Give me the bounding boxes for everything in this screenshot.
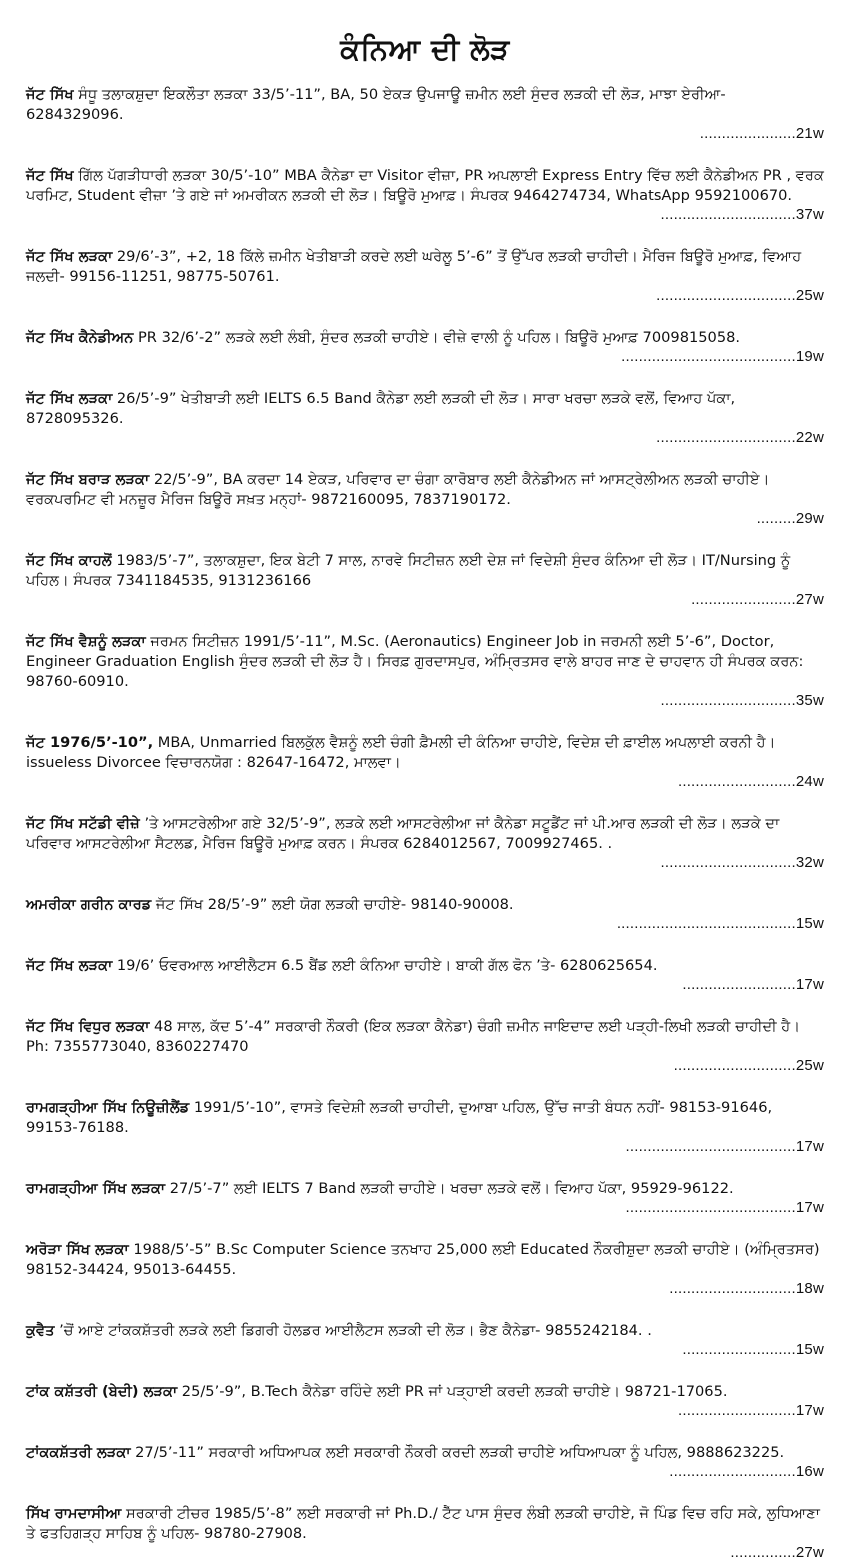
ad-text-block [26,1017,824,1057]
ad-reference-code: ......................21w [699,125,824,142]
ad-text-block [26,389,824,429]
ad-description: ਸੰਧੂ ਤਲਾਕਸ਼ੁਦਾ ਇਕਲੌਤਾ ਲੜਕਾ 33/5’-11”, BA, 50 ਏਕੜ ਉਪਜਾਊ ਜ਼ਮੀਨ ਲਈ ਸੁੰਦਰ ਲੜਕੀ ਦੀ ਲੋੜ, ਮਾਝਾ ਏਰੀਆ- 6284329096. [26,86,726,123]
ad-reference-code: ............................25w [673,1057,824,1074]
ad-listing [26,85,824,143]
ad-heading: ਜੱਟ ਸਿੱਖ ਵਿਧੁਰ ਲੜਕਾ [26,1018,150,1035]
ad-text-block [26,1098,824,1138]
ad-text-block [26,551,824,591]
ad-heading: ਜੱਟ 1976/5’-10”, [26,734,154,751]
ad-listing [26,1504,824,1562]
ad-reference-code: .........29w [756,510,824,527]
ad-description: 1991/5’-10”, ਵਾਸਤੇ ਵਿਦੇਸ਼ੀ ਲੜਕੀ ਚਾਹੀਦੀ, ਦੁਆਬਾ ਪਹਿਲ, ਉੱਚ ਜਾਤੀ ਬੰਧਨ ਨਹੀਂ- 98153-91646, 99153-76188. [26,1099,773,1136]
ad-heading: ਜੱਟ ਸਿੱਖ ਬਰਾੜ ਲੜਕਾ [26,471,150,488]
ad-reference-code: .............................16w [669,1463,824,1480]
ad-listing [26,389,824,447]
ad-listing [26,247,824,305]
ad-heading: ਜੱਟ ਸਿੱਖ ਕੈਨੇਡੀਅਨ [26,329,134,346]
ad-reference-code: ...............................32w [660,854,824,871]
ad-heading: ਜੱਟ ਸਿੱਖ ਲੜਕਾ [26,248,113,265]
ad-description: PR 32/6’-2” ਲੜਕੇ ਲਈ ਲੰਬੀ, ਸੁੰਦਰ ਲੜਕੀ ਚਾਹੀਏ। ਵੀਜ਼ੇ ਵਾਲੀ ਨੂੰ ਪਹਿਲ। ਬਿਊਰੋ ਮੁਆਫ਼ 7009815058. [137,329,741,346]
ad-listing [26,470,824,528]
ad-listing [26,1179,824,1217]
ad-reference-code: ..........................15w [682,1341,824,1358]
ad-description: 29/6’-3”, +2, 18 ਕਿੱਲੇ ਜ਼ਮੀਨ ਖੇਤੀਬਾੜੀ ਕਰਦੇ ਲਈ ਘਰੇਲੂ 5’-6” ਤੋਂ ਉੱਪਰ ਲੜਕੀ ਚਾਹੀਦੀ। ਮੈਰਿਜ ਬਿਊਰੋ ਮੁਆਫ਼, ਵਿਆਹ ਜਲਦੀ- 99156-11251, 98775-50761. [26,248,802,285]
ad-listing [26,1098,824,1156]
ad-description: 19/6’ ਓਵਰਆਲ ਆਈਲੈਟਸ 6.5 ਬੈਂਡ ਲਈ ਕੰਨਿਆ ਚਾਹੀਏ। ਬਾਕੀ ਗੱਲ ਫੋਨ ’ਤੇ- 6280625654. [116,957,658,974]
ad-listing [26,895,824,933]
ad-listing [26,1321,824,1359]
ad-heading: ਟਾਂਕ ਕਸ਼ੱਤਰੀ (ਬੇਦੀ) ਲੜਕਾ [26,1383,178,1400]
ad-text-block [26,1504,824,1544]
ad-text-block [26,895,824,915]
ad-description: 26/5’-9” ਖੇਤੀਬਾੜੀ ਲਈ IELTS 6.5 Band ਕੈਨੇਡਾ ਲਈ ਲੜਕੀ ਦੀ ਲੋੜ। ਸਾਰਾ ਖਰਚਾ ਲੜਕੇ ਵਲੋਂ, ਵਿਆਹ ਪੱਕਾ, 8728095326. [26,390,736,427]
ad-reference-code: ..........................17w [682,976,824,993]
ad-heading: ਜੱਟ ਸਿੱਖ ਵੈਸ਼ਨੂੰ ਲੜਕਾ [26,633,146,650]
ad-description: 27/5’-11” ਸਰਕਾਰੀ ਅਧਿਆਪਕ ਲਈ ਸਰਕਾਰੀ ਨੌਕਰੀ ਕਰਦੀ ਲੜਕੀ ਚਾਹੀਏ ਅਧਿਆਪਕਾ ਨੂੰ ਪਹਿਲ, 9888623225. [135,1444,785,1461]
ad-description: 48 ਸਾਲ, ਕੱਦ 5’-4” ਸਰਕਾਰੀ ਨੌਕਰੀ (ਇਕ ਲੜਕਾ ਕੈਨੇਡਾ) ਚੰਗੀ ਜ਼ਮੀਨ ਜਾਇਦਾਦ ਲਈ ਪੜ੍ਹੀ-ਲਿਖੀ ਲੜਕੀ ਚਾਹੀਦੀ ਹੈ। Ph: 7355773040, 8360227470 [26,1018,801,1055]
ad-text-block [26,956,824,976]
ad-text-block [26,632,824,692]
ad-listing [26,1017,824,1075]
ad-description: ਗਿੱਲ ਪੱਗੜੀਧਾਰੀ ਲੜਕਾ 30/5’-10” MBA ਕੈਨੇਡਾ ਦਾ Visitor ਵੀਜ਼ਾ, PR ਅਪਲਾਈ Express Entry ਵਿੱਚ ਲਈ ਕੈਨੇਡੀਅਨ PR , ਵਰਕ ਪਰਮਿਟ, Student ਵੀਜ਼ਾ ’ਤੇ ਗਏ ਜਾਂ ਅਮਰੀਕਨ ਲੜਕੀ ਦੀ ਲੋੜ। ਬਿਊਰੋ ਮੁਆਫ਼। ਸੰਪਰਕ 9464274734, WhatsApp 9592100670. [26,167,824,204]
ad-reference-code: .......................................17w [625,1138,824,1155]
ad-heading: ਸਿੱਖ ਰਾਮਦਾਸੀਆ [26,1505,122,1522]
ad-heading: ਜੱਟ ਸਿੱਖ ਲੜਕਾ [26,390,113,407]
ad-heading: ਰਾਮਗੜ੍ਹੀਆ ਸਿੱਖ ਲੜਕਾ [26,1180,166,1197]
ad-listing [26,1443,824,1481]
ad-heading: ਅਮਰੀਕਾ ਗਰੀਨ ਕਾਰਡ [26,896,152,913]
ad-reference-code: ........................27w [691,591,824,608]
ad-listing [26,814,824,872]
ad-reference-code: .......................................17w [625,1199,824,1216]
ad-reference-code: ...............................37w [660,206,824,223]
ad-description: 22/5’-9”, BA ਕਰਦਾ 14 ਏਕੜ, ਪਰਿਵਾਰ ਦਾ ਚੰਗਾ ਕਾਰੋਬਾਰ ਲਈ ਕੈਨੇਡੀਅਨ ਜਾਂ ਆਸਟ੍ਰੇਲੀਅਨ ਲੜਕੀ ਚਾਹੀਏ। ਵਰਕਪਰਮਿਟ ਵੀ ਮਨਜ਼ੂਰ ਮੈਰਿਜ ਬਿਊਰੋ ਸਖ਼ਤ ਮਨ੍ਹਾਂ- 9872160095, 7837190172. [26,471,770,508]
ad-heading: ਅਰੋੜਾ ਸਿੱਖ ਲੜਕਾ [26,1241,129,1258]
ad-text-block [26,470,824,510]
ad-reference-code: ................................22w [656,429,824,446]
ad-listing [26,166,824,224]
ad-heading: ਜੱਟ ਸਿੱਖ ਸਟੱਡੀ ਵੀਜ਼ੇ [26,815,140,832]
ad-text-block [26,247,824,287]
ad-listing [26,1382,824,1420]
ad-heading: ਟਾਂਕਕਸ਼ੱਤਰੀ ਲੜਕਾ [26,1444,131,1461]
ad-heading: ਜੱਟ ਸਿੱਖ ਕਾਹਲੋਂ [26,552,112,569]
ad-heading: ਜੱਟ ਸਿੱਖ ਲੜਕਾ [26,957,113,974]
ad-listing [26,632,824,710]
ad-description: 1983/5’-7”, ਤਲਾਕਸ਼ੁਦਾ, ਇਕ ਬੇਟੀ 7 ਸਾਲ, ਨਾਰਵੇ ਸਿਟੀਜ਼ਨ ਲਈ ਦੇਸ਼ ਜਾਂ ਵਿਦੇਸ਼ੀ ਸੁੰਦਰ ਕੰਨਿਆ ਦੀ ਲੋੜ। IT/Nursing ਨੂੰ ਪਹਿਲ। ਸੰਪਰਕ 7341184535, 9131236166 [26,552,791,589]
ad-reference-code: ........................................19w [621,348,824,365]
ad-text-block [26,1382,824,1402]
ad-description: 25/5’-9”, B.Tech ਕੈਨੇਡਾ ਰਹਿੰਦੇ ਲਈ PR ਜਾਂ ਪੜ੍ਹਾਈ ਕਰਦੀ ਲੜਕੀ ਚਾਹੀਏ। 98721-17065. [181,1383,728,1400]
ad-reference-code: ...........................24w [677,773,824,790]
ad-text-block [26,1321,824,1341]
ad-reference-code: ...............................35w [660,692,824,709]
ad-text-block [26,1179,824,1199]
ad-listing [26,1240,824,1298]
ad-listing [26,551,824,609]
ad-text-block [26,1240,824,1280]
ad-reference-code: ...........................17w [677,1402,824,1419]
page-title: ਕੰਨਿਆ ਦੀ ਲੋੜ [340,32,510,66]
ads-list [26,85,824,1562]
ad-listing [26,328,824,366]
ad-text-block [26,166,824,206]
ad-description: ਜਰਮਨ ਸਿਟੀਜ਼ਨ 1991/5’-11”, M.Sc. (Aeronautics) Engineer Job in ਜਰਮਨੀ ਲਈ 5’-6”, Doctor, Engineer Graduation English ਸੁੰਦਰ ਲੜਕੀ ਦੀ ਲੋੜ ਹੈ। ਸਿਰਫ਼ ਗੁਰਦਾਸਪੁਰ, ਅੰਮ੍ਰਿਤਸਰ ਵਾਲੇ ਬਾਹਰ ਜਾਣ ਦੇ ਚਾਹਵਾਨ ਹੀ ਸੰਪਰਕ ਕਰਨ: 98760-60910. [26,633,804,690]
ad-text-block [26,733,824,773]
ad-heading: ਰਾਮਗੜ੍ਹੀਆ ਸਿੱਖ ਨਿਊਜ਼ੀਲੈਂਡ [26,1099,190,1116]
ad-description: ਜੱਟ ਸਿੱਖ 28/5’-9” ਲਈ ਯੋਗ ਲੜਕੀ ਚਾਹੀਏ- 98140-90008. [155,896,514,913]
ad-description: ’ਚੋਂ ਆਏ ਟਾਂਕਕਸ਼ੱਤਰੀ ਲੜਕੇ ਲਈ ਡਿਗਰੀ ਹੋਲਡਰ ਆਈਲੈਟਸ ਲੜਕੀ ਦੀ ਲੋੜ। ਭੈਣ ਕੈਨੇਡਾ- 9855242184. . [59,1322,652,1339]
ad-description: ਸਰਕਾਰੀ ਟੀਚਰ 1985/5’-8” ਲਈ ਸਰਕਾਰੀ ਜਾਂ Ph.D./ ਟੈੱਟ ਪਾਸ ਸੁੰਦਰ ਲੰਬੀ ਲੜਕੀ ਚਾਹੀਏ, ਜੋ ਪਿੰਡ ਵਿਚ ਰਹਿ ਸਕੇ, ਲੁਧਿਆਣਾ ਤੇ ਫਤਹਿਗੜ੍ਹ ਸਾਹਿਬ ਨੂੰ ਪਹਿਲ- 98780-27908. [26,1505,820,1542]
ad-description: 1988/5’-5” B.Sc Computer Science ਤਨਖਾਹ 25,000 ਲਈ Educated ਨੌਕਰੀਸ਼ੁਦਾ ਲੜਕੀ ਚਾਹੀਏ। (ਅੰਮ੍ਰਿਤਸਰ) 98152-34424, 95013-64455. [26,1241,820,1278]
ad-text-block [26,328,824,348]
ad-description: ’ਤੇ ਆਸਟਰੇਲੀਆ ਗਏ 32/5’-9”, ਲੜਕੇ ਲਈ ਆਸਟਰੇਲੀਆ ਜਾਂ ਕੈਨੇਡਾ ਸਟੂਡੈਂਟ ਜਾਂ ਪੀ.ਆਰ ਲੜਕੀ ਦੀ ਲੋੜ। ਲੜਕੇ ਦਾ ਪਰਿਵਾਰ ਆਸਟਰੇਲੀਆ ਸੈਟਲਡ, ਮੈਰਿਜ ਬਿਊਰੋ ਮੁਆਫ਼ ਕਰਨ। ਸੰਪਰਕ 6284012567, 7009927465. . [26,815,780,852]
ad-description: MBA, Unmarried ਬਿਲਕੁੱਲ ਵੈਸ਼ਨੂੰ ਲਈ ਚੰਗੀ ਫ਼ੈਮਲੀ ਦੀ ਕੰਨਿਆ ਚਾਹੀਏ, ਵਿਦੇਸ਼ ਦੀ ਫ਼ਾਈਲ ਅਪਲਾਈ ਕਰਨੀ ਹੈ। issueless Divorcee ਵਿਚਾਰਨਯੋਗ : 82647-16472, ਮਾਲਵਾ। [26,734,776,771]
ad-reference-code: ...............27w [730,1544,824,1561]
ad-heading: ਜੱਟ ਸਿੱਖ [26,86,74,103]
ad-text-block [26,1443,824,1463]
ad-heading: ਜੱਟ ਸਿੱਖ [26,167,74,184]
ad-description: 27/5’-7” ਲਈ IELTS 7 Band ਲੜਕੀ ਚਾਹੀਏ। ਖਰਚਾ ਲੜਕੇ ਵਲੋਂ। ਵਿਆਹ ਪੱਕਾ, 95929-96122. [169,1180,734,1197]
ad-reference-code: .............................18w [669,1280,824,1297]
ad-reference-code: ................................25w [656,287,824,304]
ad-listing [26,956,824,994]
ad-text-block [26,814,824,854]
ad-listing [26,733,824,791]
ad-reference-code: .........................................15w [616,915,824,932]
ad-text-block [26,85,824,125]
ad-heading: ਕੁਵੈਤ [26,1322,55,1339]
